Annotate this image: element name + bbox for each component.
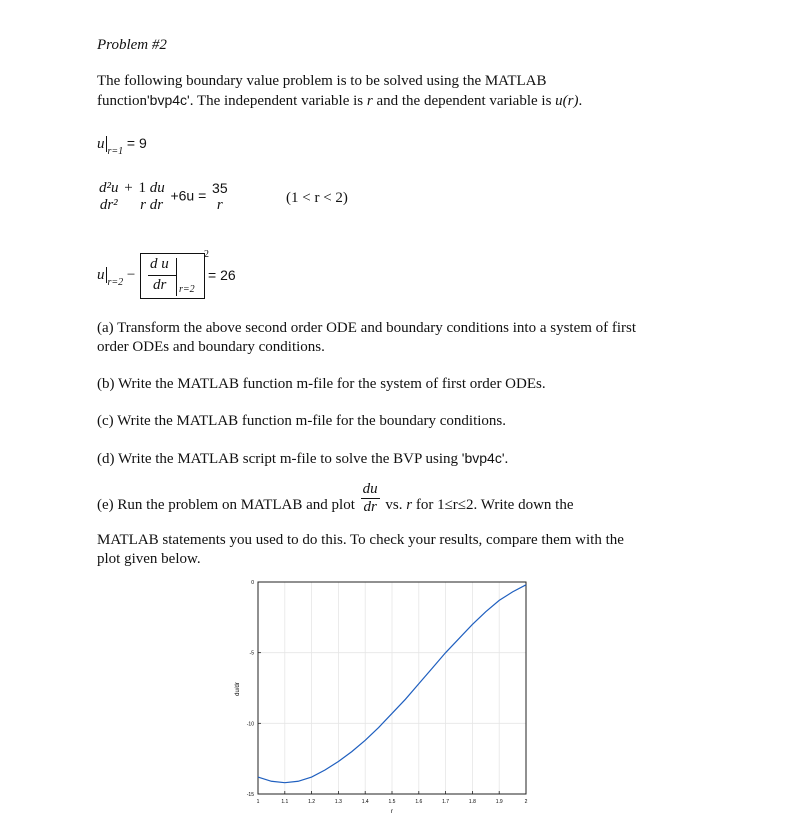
x-tick-label: 2 (524, 799, 528, 805)
plot-ticks (247, 580, 528, 805)
bc2-num: d u (150, 256, 169, 272)
y-tick-label: 0 (251, 580, 254, 586)
x-tick-label: 1.4 (361, 799, 369, 805)
ode-den3: r (216, 197, 223, 213)
bc2-rhs: = 26 (208, 267, 236, 283)
intro-line-2 (97, 91, 582, 111)
ode-frac-first-derivative (136, 180, 166, 214)
x-tick-label: 1.2 (308, 799, 316, 805)
intro-text-mid2: and the dependent variable is (376, 93, 552, 109)
y-tick-label: -10 (246, 721, 254, 728)
part-d-end: . (504, 451, 509, 467)
intro-function-word: function (97, 93, 147, 109)
intro-period: . (578, 93, 583, 109)
bc2-subscript: r=2 (107, 277, 124, 288)
part-e-range: 1≤r≤2 (437, 496, 474, 513)
ode-num3: 35 (212, 180, 228, 196)
intro-func-name: 'bvp4c' (147, 92, 190, 108)
y-axis-label: du/dr (235, 682, 241, 696)
bc2-power: 2 (204, 249, 209, 260)
part-b: (b) Write the MATLAB function m-file for the system of first order ODEs. (97, 376, 546, 392)
bc1-lhs: u (97, 136, 105, 152)
bc2-eval-bar (176, 258, 177, 296)
x-tick-label: 1.8 (468, 799, 476, 805)
part-d-func: 'bvp4c' (461, 450, 505, 466)
ode-num1: d²u (99, 180, 119, 196)
ode-frac-second-derivative (97, 180, 121, 214)
part-e-vs: vs. (385, 496, 403, 513)
bc2-minus: − (126, 267, 136, 283)
y-tick-label: -5 (249, 650, 254, 657)
x-tick-label: 1.6 (415, 799, 423, 805)
ode-equation (97, 180, 230, 214)
x-axis-label: r (391, 809, 393, 815)
part-e-var: r (406, 496, 413, 513)
bc2-inner-subscript: r=2 (179, 284, 195, 295)
part-e-frac (361, 481, 380, 516)
x-tick-label: 1.9 (495, 799, 503, 805)
part-e-line-2: MATLAB statements you used to do this. To check your results, compare them with the (97, 532, 624, 548)
ode-coef: 1 (138, 180, 146, 196)
intro-indep-var: r (366, 93, 373, 109)
x-tick-label: 1.7 (442, 799, 450, 805)
y-tick-label: -15 (246, 792, 254, 798)
part-c: (c) Write the MATLAB function m-file for the boundary conditions. (97, 413, 507, 429)
part-d-text: (d) Write the MATLAB script m-file to solve the BVP using (97, 451, 459, 467)
part-d (97, 449, 508, 469)
part-a-line-2: order ODEs and boundary conditions. (97, 339, 325, 355)
bc1-equation (97, 135, 147, 157)
part-e-end: . Write down the (473, 496, 574, 513)
intro-text-mid: . The independent variable is (189, 93, 364, 109)
plot-grid (258, 582, 526, 794)
bc2-lhs-group (97, 267, 136, 288)
bc1-rhs: = 9 (126, 135, 147, 151)
part-e-line-3: plot given below. (97, 551, 201, 567)
ode-term3: +6u = (170, 187, 207, 204)
part-a-line-1: (a) Transform the above second order ODE and boundary conditions into a system of first (97, 320, 637, 336)
bc1-subscript: r=1 (107, 146, 124, 157)
ode-num2: du (149, 180, 165, 196)
x-tick-label: 1.3 (334, 799, 342, 805)
ode-domain: (1 < r < 2) (286, 190, 348, 206)
ode-den2: r dr (140, 197, 164, 213)
ode-den1: dr² (99, 197, 118, 213)
intro-dep-var: u(r) (555, 93, 579, 109)
part-e-text: (e) Run the problem on MATLAB and plot (97, 496, 355, 513)
bc2-lhs: u (97, 267, 105, 283)
du-dr-plot (225, 575, 545, 820)
bc2-den: dr (153, 277, 167, 293)
part-e-line-1 (97, 481, 574, 516)
part-e-den: dr (363, 499, 377, 515)
bc2-frac-bar (148, 275, 176, 276)
ode-frac-rhs (210, 180, 230, 214)
ode-plus: + (124, 180, 133, 197)
part-e-num: du (362, 481, 378, 497)
problem-title: Problem #2 (97, 37, 167, 53)
x-tick-label: 1.1 (281, 799, 289, 805)
intro-line-1: The following boundary value problem is to be solved using the MATLAB (97, 73, 547, 89)
x-tick-label: 1 (256, 799, 260, 805)
part-e-for: for (415, 496, 434, 513)
x-tick-label: 1.5 (388, 799, 396, 805)
